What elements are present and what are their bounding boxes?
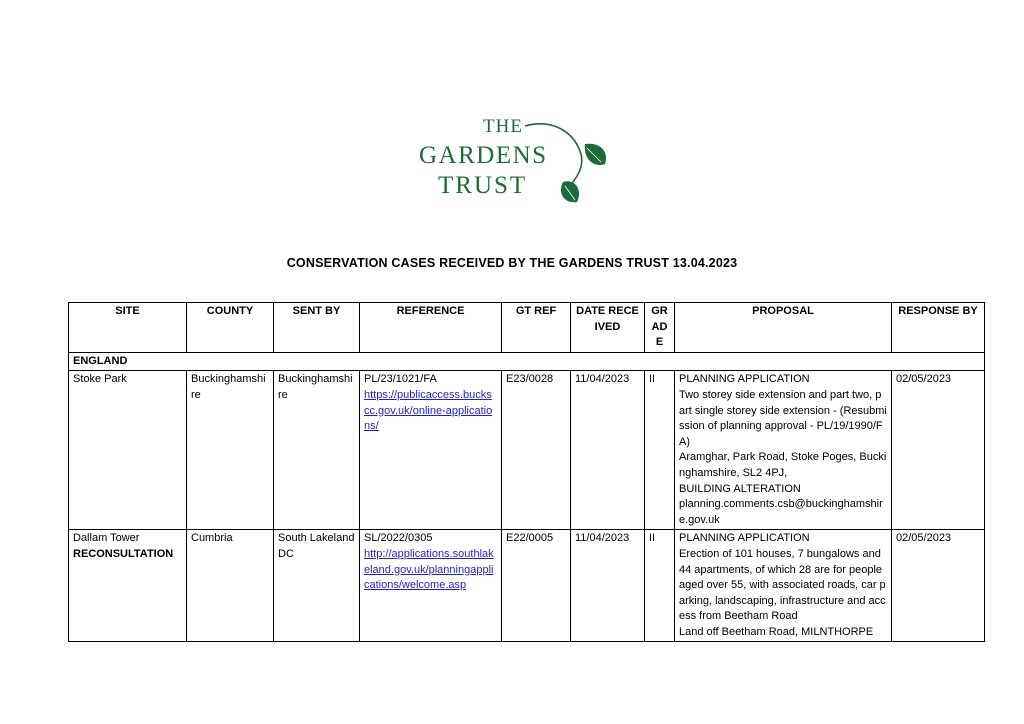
site-cell bbox=[69, 530, 187, 642]
table-row bbox=[69, 530, 985, 642]
proposal-cell bbox=[675, 530, 892, 642]
section-label: ENGLAND bbox=[69, 352, 985, 371]
county-cell: Buckinghamshire bbox=[187, 371, 274, 530]
header-gt-ref: GT REF bbox=[502, 303, 571, 353]
reference-link[interactable]: https://publicaccess.buckscc.gov.uk/online-applications/ bbox=[364, 388, 493, 433]
header-site: SITE bbox=[69, 303, 187, 353]
header-reference: REFERENCE bbox=[360, 303, 502, 353]
proposal-cell bbox=[675, 371, 892, 530]
reference-cell bbox=[360, 530, 502, 642]
site-note: RECONSULTATION bbox=[73, 547, 174, 560]
gt-ref-cell: E23/0028 bbox=[502, 371, 571, 530]
logo-graphic bbox=[415, 112, 615, 212]
gardens-trust-logo bbox=[415, 112, 615, 212]
header-sent-by: SENT BY bbox=[274, 303, 360, 353]
table-row bbox=[69, 371, 985, 530]
leaf-icon bbox=[561, 181, 579, 202]
proposal-type: PLANNING APPLICATION bbox=[679, 532, 810, 545]
site-name: Dallam Tower bbox=[73, 532, 140, 545]
county-cell: Cumbria bbox=[187, 530, 274, 642]
header-proposal: PROPOSAL bbox=[675, 303, 892, 353]
proposal-category: BUILDING ALTERATION bbox=[679, 482, 801, 495]
logo-text-the: THE bbox=[483, 116, 523, 137]
proposal-address: Aramghar, Park Road, Stoke Poges, Buckinghamshire, SL2 4PJ, bbox=[679, 451, 887, 479]
logo-text-gardens: GARDENS bbox=[419, 142, 548, 169]
header-date-received: DATE RECEIVED bbox=[571, 303, 645, 353]
logo-text-trust: TRUST bbox=[438, 172, 528, 199]
proposal-email: planning.comments.csb@buckinghamshire.gov.uk bbox=[679, 498, 883, 526]
document-title: CONSERVATION CASES RECEIVED BY THE GARDENS TRUST 13.04.2023 bbox=[286, 256, 738, 270]
conservation-cases-table bbox=[68, 302, 985, 642]
grade-cell: II bbox=[645, 530, 675, 642]
response-by-cell: 02/05/2023 bbox=[892, 371, 985, 530]
header-grade: GRADE bbox=[645, 303, 675, 353]
proposal-description: Erection of 101 houses, 7 bungalows and 44 apartments, of which 28 are for people aged over 55, with associated roads, car parking, landscaping, infrastructure and access from Beetham Road bbox=[679, 547, 886, 623]
reference-number: SL/2022/0305 bbox=[364, 532, 433, 545]
gt-ref-cell: E22/0005 bbox=[502, 530, 571, 642]
reference-cell bbox=[360, 371, 502, 530]
header-response-by: RESPONSE BY bbox=[892, 303, 985, 353]
reference-link[interactable]: http://applications.southlakeland.gov.uk/planningapplications/welcome.asp bbox=[364, 547, 494, 592]
reference-number: PL/23/1021/FA bbox=[364, 373, 437, 386]
sent-by-cell: Buckinghamshire bbox=[274, 371, 360, 530]
site-cell bbox=[69, 371, 187, 530]
grade-cell: II bbox=[645, 371, 675, 530]
table-header-row bbox=[69, 303, 985, 353]
response-by-cell: 02/05/2023 bbox=[892, 530, 985, 642]
proposal-address: Land off Beetham Road, MILNTHORPE bbox=[679, 625, 874, 638]
header-county: COUNTY bbox=[187, 303, 274, 353]
site-name: Stoke Park bbox=[73, 373, 127, 386]
date-received-cell: 11/04/2023 bbox=[571, 371, 645, 530]
section-row bbox=[69, 352, 985, 371]
proposal-description: Two storey side extension and part two, part single storey side extension - (Resubmission of planning approval - PL/19/1990/FA) bbox=[679, 388, 887, 448]
date-received-cell: 11/04/2023 bbox=[571, 530, 645, 642]
leaf-icon bbox=[585, 144, 606, 165]
proposal-type: PLANNING APPLICATION bbox=[679, 373, 810, 386]
sent-by-cell: South Lakeland DC bbox=[274, 530, 360, 642]
